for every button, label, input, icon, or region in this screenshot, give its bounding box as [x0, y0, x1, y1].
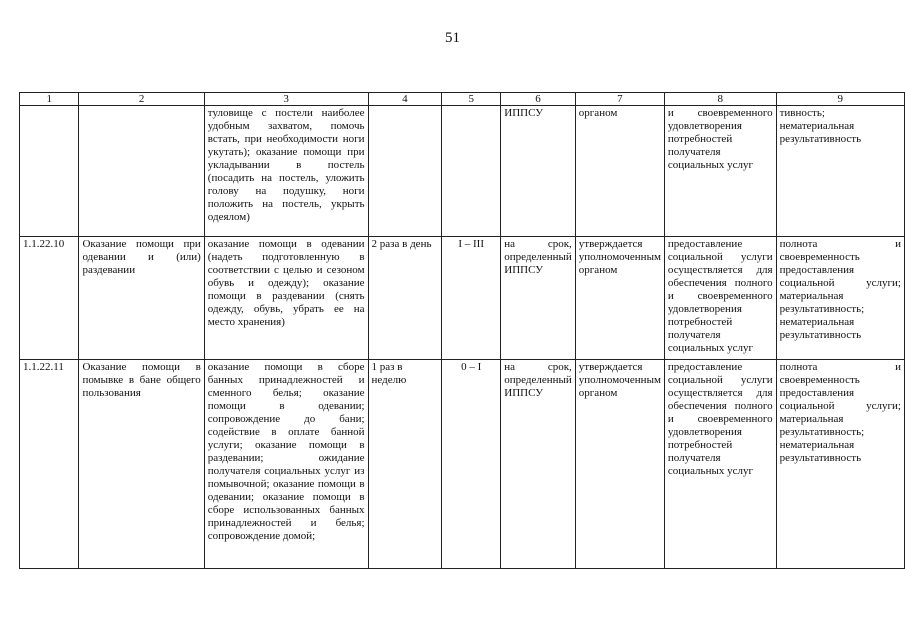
header-cell: 3 [204, 93, 368, 106]
header-cell: 9 [776, 93, 904, 106]
header-cell: 7 [575, 93, 664, 106]
header-cell: 2 [79, 93, 204, 106]
service-number [20, 106, 79, 237]
service-evaluation: полнота и своевременность предоставления социальной услуги; материальная результативность; нематериальная результативность [776, 360, 904, 569]
services-table [19, 92, 905, 569]
service-name [79, 106, 204, 237]
header-cell: 1 [20, 93, 79, 106]
header-row [20, 93, 905, 106]
service-term: на срок, определенный ИППСУ [501, 237, 576, 360]
header-cell: 5 [442, 93, 501, 106]
service-name: Оказание помощи при одевании и (или) раздевании [79, 237, 204, 360]
header-cell: 4 [368, 93, 442, 106]
table-row [20, 360, 905, 569]
header-cell: 6 [501, 93, 576, 106]
service-content: туловище с постели наиболее удобным захватом, помочь встать, при необходимости ноги укутать); оказание помощи при укладывании в постель (посадить на постель, уложить голову на подушку, ноги положить на постель, укрыть одеялом) [204, 106, 368, 237]
service-evaluation: полнота и своевременность предоставления социальной услуги; материальная результативность; нематериальная результативность [776, 237, 904, 360]
service-term: ИППСУ [501, 106, 576, 237]
service-approval: органом [575, 106, 664, 237]
service-frequency [368, 106, 442, 237]
service-range: I – III [442, 237, 501, 360]
service-conditions: и своевременного удовлетворения потребностей получателя социальных услуг [664, 106, 776, 237]
service-range [442, 106, 501, 237]
service-content: оказание помощи в одевании (надеть подготовленную в соответствии с целью и сезоном обувь и одежду); оказание помощи в раздевании (снять одежду, обувь, убрать ее на место хранения) [204, 237, 368, 360]
service-content: оказание помощи в сборе банных принадлежностей и сменного белья; оказание помощи в одевании; сопровождение до бани; содействие в оплате банной услуги; оказание помощи в раздевании; ожидание получателя социальных услуг из помывочной; оказание помощи в одевании; оказание помощи в сборе использованных банных принадлежностей и белья; сопровождение домой; [204, 360, 368, 569]
service-evaluation: тивность; нематериальная результативность [776, 106, 904, 237]
service-approval: утверждается уполномоченным органом [575, 360, 664, 569]
service-frequency: 2 раза в день [368, 237, 442, 360]
service-name: Оказание помощи в помывке в бане общего пользования [79, 360, 204, 569]
header-cell: 8 [664, 93, 776, 106]
service-range: 0 – I [442, 360, 501, 569]
table-row [20, 106, 905, 237]
service-term: на срок, определенный ИППСУ [501, 360, 576, 569]
service-conditions: предоставление социальной услуги осуществляется для обеспечения полного и своевременного удовлетворения потребностей получателя социальных услуг [664, 360, 776, 569]
service-number: 1.1.22.10 [20, 237, 79, 360]
service-conditions: предоставление социальной услуги осуществляется для обеспечения полного и своевременного удовлетворения потребностей получателя социальных услуг [664, 237, 776, 360]
page-number: 51 [445, 30, 460, 46]
table-row [20, 237, 905, 360]
service-frequency: 1 раз в неделю [368, 360, 442, 569]
service-approval: утверждается уполномоченным органом [575, 237, 664, 360]
service-number: 1.1.22.11 [20, 360, 79, 569]
